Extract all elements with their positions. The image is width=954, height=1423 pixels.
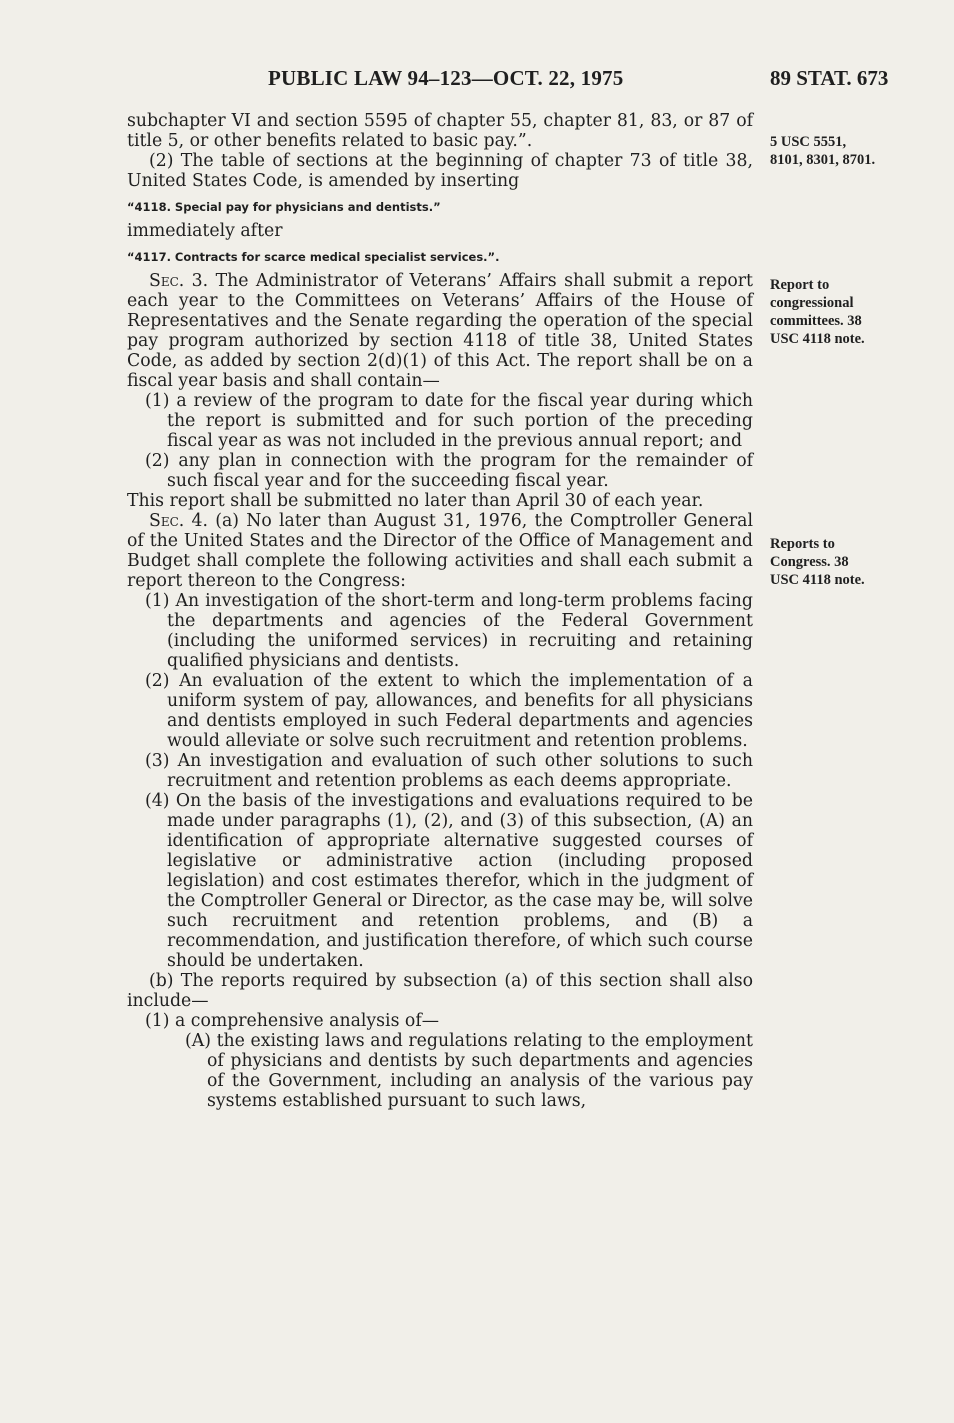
margin-note-usc-5551: 5 USC 5551, 8101, 8301, 8701. [770,134,876,168]
section-4-item-3: (3) An investigation and evaluation of such other solutions to such recruitment and retention problems as each deems appropriate. [145,751,753,791]
paragraph-amendment: (2) The table of sections at the beginning of chapter 73 of title 38, United States Code, is amended by inserting [127,151,753,191]
section-3-item-1: (1) a review of the program to date for the fiscal year during which the report is submitted and for such portion of the preceding fiscal year as was not included in the previous annual report; and [145,391,753,451]
section-3-item-2: (2) any plan in connection with the program for the remainder of such fiscal year and for the succeeding fiscal year. [145,451,753,491]
section-3-text: The Administrator of Veterans’ Affairs shall submit a report each year to the Committees on Veterans’ Affairs of the House of Representatives and the Senate regarding the operation of the special pay program authorized by section 4118 of title 38, United States Code, as added by section 2(d)(1) of this Act. The report shall be on a fiscal year basis and shall contain— [127,271,753,391]
section-4-b-item-1: (1) a comprehensive analysis of— [145,1011,440,1031]
body-text [127,111,753,1111]
header-title: PUBLIC LAW 94–123—OCT. 22, 1975 [268,66,624,90]
section-3-label: Sec. 3. [149,271,209,291]
section-4-item-2: (2) An evaluation of the extent to which the implementation of a uniform system of pay, allowances, and benefits for all physicians and dentists employed in such Federal departments and agencies would alleviate or solve such recruitment and retention problems. [145,671,753,751]
section-4-b-item-1-A: (A) the existing laws and regulations relating to the employment of physicians and dentists by such departments and agencies of the Government, including an analysis of the various pay systems established pursuant to such laws, [185,1031,753,1111]
header-stat-citation: 89 STAT. 673 [770,66,889,90]
section-3 [127,271,753,391]
section-4-text: (a) No later than August 31, 1976, the Comptroller General of the United States and the Director of the Office of Management and Budget shall complete the following activities and shall each submit a report thereon to the Congress: [127,511,753,591]
quoted-section-4118: “4118. Special pay for physicians and dentists.” [127,200,441,214]
quoted-section-4117: “4117. Contracts for scarce medical specialist services.”. [127,250,500,264]
section-4-subsection-b: (b) The reports required by subsection (a) of this section shall also include— [127,971,753,1011]
section-4-item-1: (1) An investigation of the short-term and long-term problems facing the departments and agencies of the Federal Government (including the uniformed services) in recruiting and retaining qualified physicians and dentists. [145,591,753,671]
margin-note-report-to-committees: Report to congressional committees. 38 USC 4118 note. [770,277,865,347]
section-4-item-4: (4) On the basis of the investigations and evaluations required to be made under paragraphs (1), (2), and (3) of this subsection, (A) an identification of appropriate alternative suggested courses of legislative or administrative action (including proposed legislation) and cost estimates therefor, which in the judgment of the Comptroller General or Director, as the case may be, will solve such recruitment and retention problems, and (B) a recommendation, and justification therefore, of which such course should be undertaken. [145,791,753,971]
paragraph-continuation: subchapter VI and section 5595 of chapter 55, chapter 81, 83, or 87 of title 5, or other benefits related to basic pay.”. [127,111,753,151]
section-4 [127,511,753,591]
section-4-label: Sec. 4. [149,511,208,531]
paragraph-immediately-after: immediately after [127,221,283,241]
section-3-closing: This report shall be submitted no later than April 30 of each year. [127,491,704,511]
margin-note-reports-to-congress: Reports to Congress. 38 USC 4118 note. [770,536,865,588]
